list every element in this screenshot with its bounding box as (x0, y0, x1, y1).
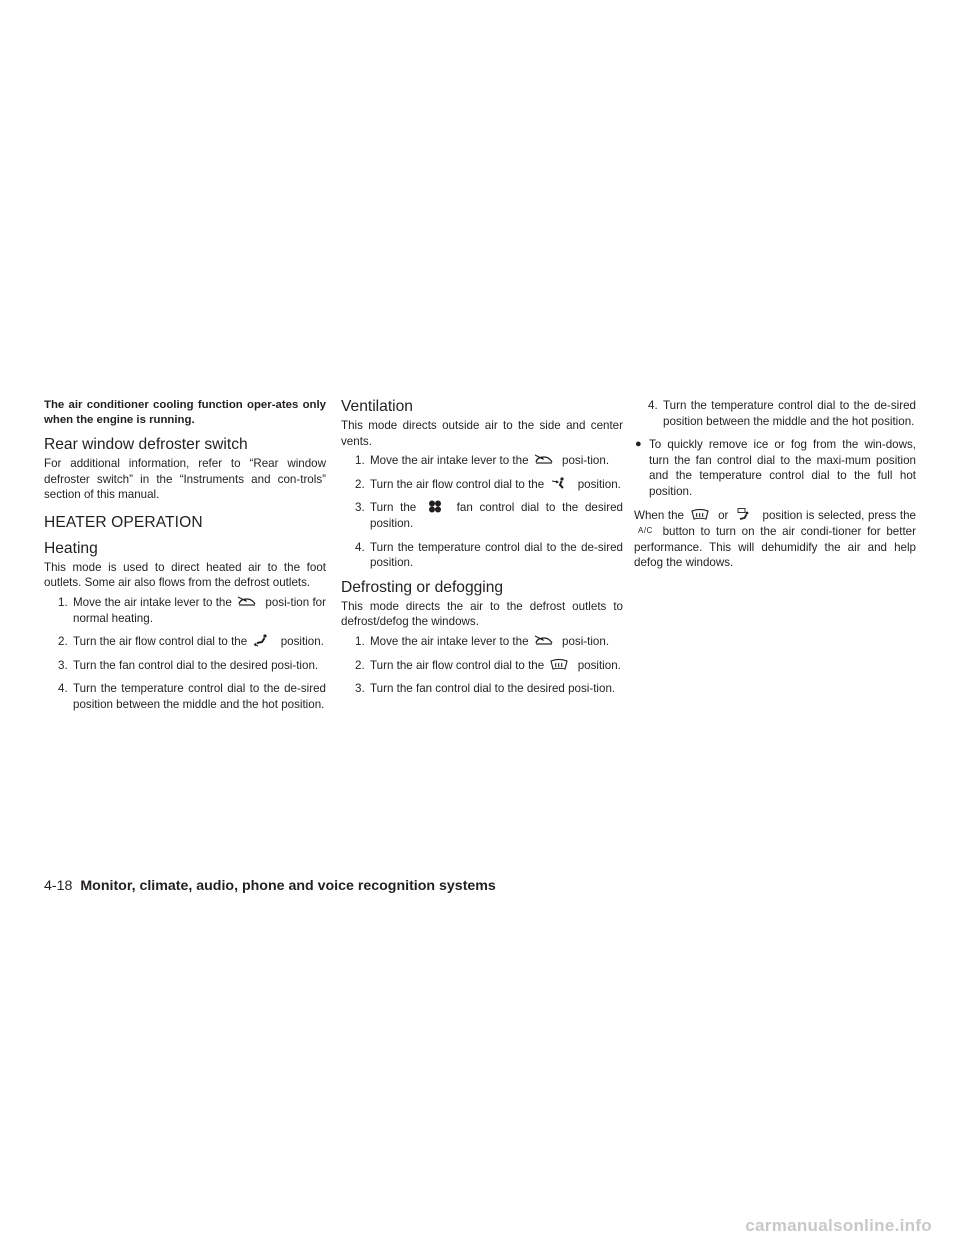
face-vent-icon (549, 477, 569, 490)
list-item: 1. Move the air intake lever to the posi-tion for normal heating. (58, 595, 326, 625)
outside-air-car-icon (534, 634, 554, 647)
page-footer (44, 878, 496, 894)
defrosting-steps-continued (634, 398, 916, 429)
list-item: ● To quickly remove ice or fog from the win-dows, turn the fan control dial to the maxi-mum position and the temperature control dial to the full hot position. (635, 438, 916, 498)
rear-window-text: For additional information, refer to “Rear window defroster switch” in the “Instruments and con-trols” section of this manual. (44, 457, 326, 502)
outside-air-car-icon (237, 595, 257, 608)
list-item: 4. Turn the temperature control dial to the de-sired position between the middle and the hot position. (648, 399, 916, 428)
rear-window-heading: Rear window defroster switch (44, 436, 248, 453)
front-defrost-icon (690, 508, 710, 521)
heating-heading: Heating (44, 539, 98, 557)
page-number: 4-18 (44, 878, 73, 894)
heater-operation-heading: HEATER OPERATION (44, 513, 203, 531)
bullet-icon: ● (635, 438, 642, 451)
watermark: carmanualsonline.info (745, 1216, 932, 1235)
section-title: Monitor, climate, audio, phone and voice recognition systems (80, 878, 496, 894)
ventilation-steps (341, 453, 623, 571)
list-item: 2. Turn the air flow control dial to the position. (355, 658, 621, 672)
defrosting-heading: Defrosting or defogging (341, 578, 504, 596)
front-defrost-icon (549, 658, 569, 671)
tip-list (634, 437, 916, 499)
cooling-note: The air conditioner cooling function oper-ates only when the engine is running. (44, 399, 326, 426)
defrosting-steps (341, 634, 623, 697)
list-item: 1. Move the air intake lever to the posi-tion. (355, 454, 610, 468)
list-item: 1. Move the air intake lever to the posi-tion. (355, 634, 610, 648)
ac-note: When the or position is selected, press the A/C button to turn on the air condi-tioner for better performance. This will dehumidify the air and help defog the windows. (634, 508, 916, 570)
foot-outlet-icon (252, 634, 272, 647)
list-item: 3. Turn the fan control dial to the desired position. (355, 501, 623, 530)
list-item: 4. Turn the temperature control dial to the de-sired position. (355, 540, 623, 570)
defrosting-text: This mode directs the air to the defrost outlets to defrost/defog the windows. (341, 599, 623, 629)
list-item: 2. Turn the air flow control dial to the position. (58, 635, 324, 649)
fan-icon (425, 500, 445, 513)
heating-text: This mode is used to direct heated air to the foot outlets. Some air also flows from the defrost outlets. (44, 560, 326, 590)
list-item: 2. Turn the air flow control dial to the position. (355, 477, 621, 491)
ventilation-heading: Ventilation (341, 398, 413, 415)
column-3 (634, 398, 916, 571)
column-2 (341, 398, 623, 705)
list-item: 3. Turn the fan control dial to the desired posi-tion. (355, 682, 616, 696)
list-item: 4. Turn the temperature control dial to the de-sired position between the middle and the hot position. (58, 682, 326, 711)
list-item: 3. Turn the fan control dial to the desired posi-tion. (58, 658, 319, 672)
column-1 (44, 398, 326, 721)
outside-air-car-icon (534, 453, 554, 466)
heating-steps (44, 595, 326, 713)
ventilation-text: This mode directs outside air to the side and center vents. (341, 419, 623, 448)
foot-defrost-icon (734, 508, 754, 521)
ac-button-icon: A/C (638, 526, 653, 536)
